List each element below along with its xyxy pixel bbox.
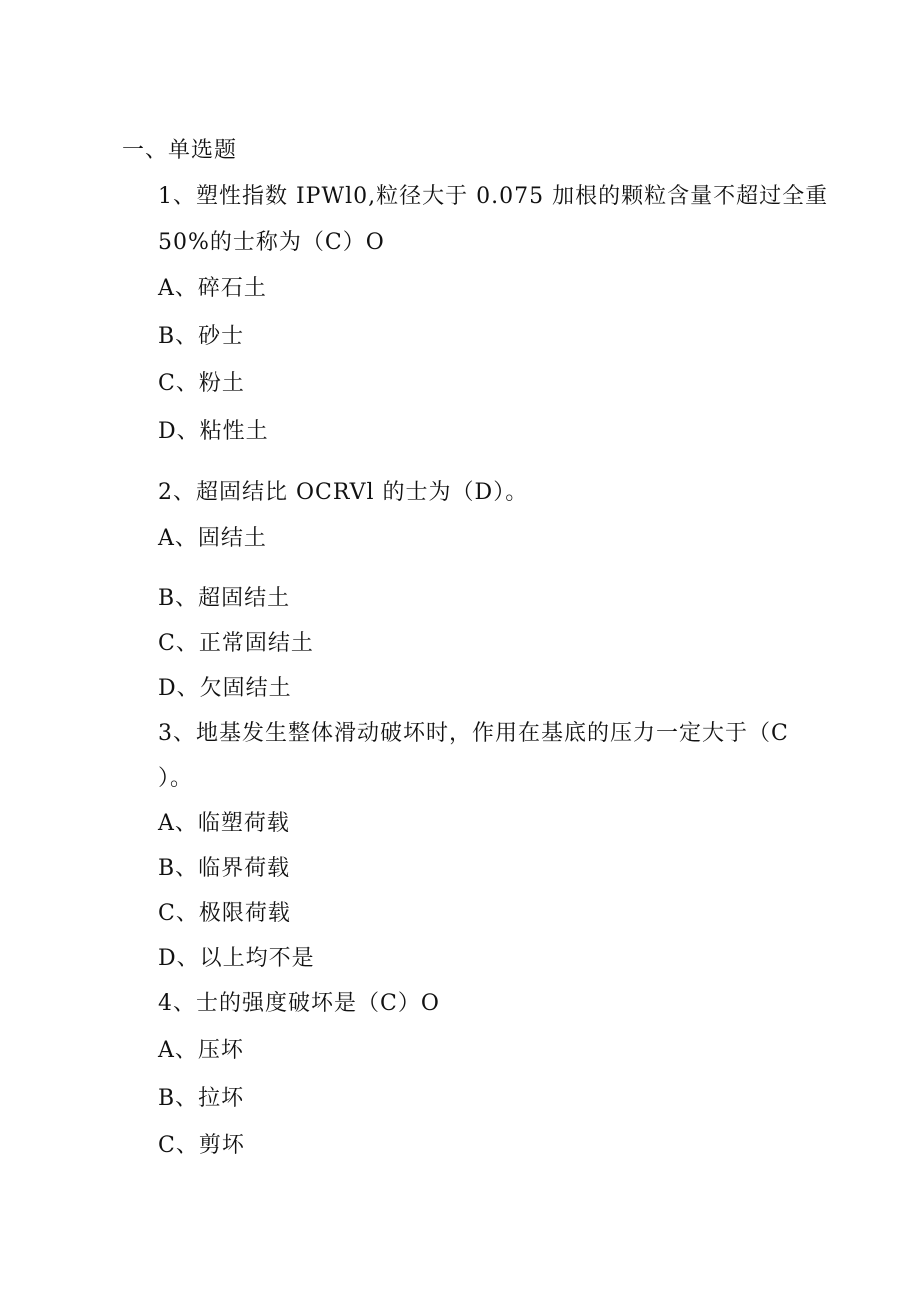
question-2-stem-line-1: 2、超固结比 OCRVl 的士为（D）。 [158, 480, 529, 505]
question-3-stem-line-1: 3、地基发生整体滑动破坏时，作用在基底的压力一定大于（C [158, 721, 789, 746]
question-1-option-d: D、粘性土 [158, 419, 269, 444]
question-3-option-c: C、极限荷载 [158, 901, 291, 926]
question-2-option-d: D、欠固结土 [158, 676, 292, 701]
question-3-option-b: B、临界荷载 [158, 856, 291, 881]
question-3-stem-line-2: ）。 [158, 766, 194, 791]
question-4-option-c: C、剪坏 [158, 1133, 245, 1158]
question-2-option-b: B、超固结土 [158, 586, 291, 611]
question-4-option-a: A、压坏 [158, 1038, 244, 1063]
question-1-option-c: C、粉土 [158, 371, 245, 396]
question-1-stem-line-2: 50%的士称为（C）O [158, 230, 385, 255]
question-1-stem-line-1: 1、塑性指数 IPWl0,粒径大于 0.075 加根的颗粒含量不超过全重 [158, 184, 829, 209]
section-heading: 一、单选题 [122, 138, 238, 163]
question-4-option-b: B、拉坏 [158, 1086, 245, 1111]
question-3-option-d: D、以上均不是 [158, 946, 315, 971]
question-3-option-a: A、临塑荷载 [158, 811, 290, 836]
question-1-option-b: B、砂士 [158, 324, 245, 349]
question-4-stem-line-1: 4、士的强度破坏是（C）O [158, 991, 440, 1016]
question-2-option-c: C、正常固结土 [158, 631, 314, 656]
question-1-option-a: A、碎石土 [158, 276, 267, 301]
question-2-option-a: A、固结土 [158, 526, 267, 551]
